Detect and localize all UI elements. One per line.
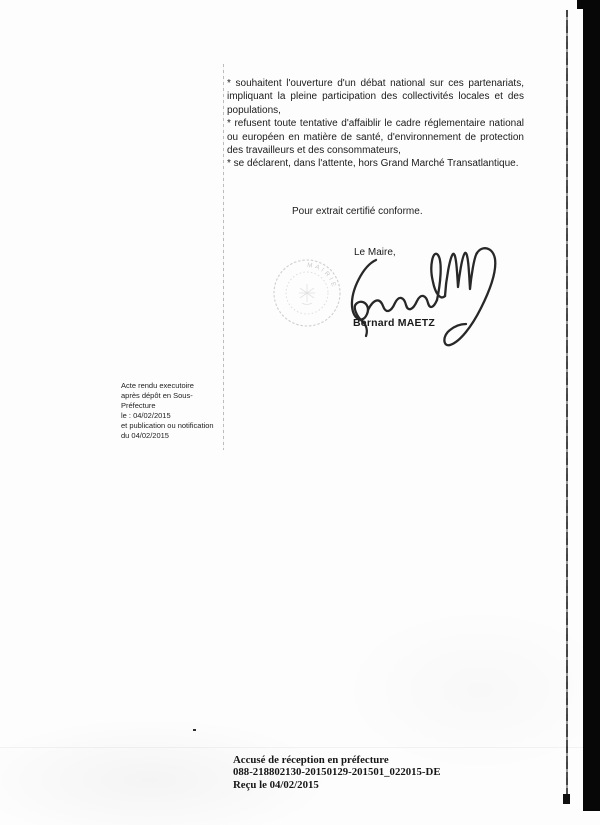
resolution-item: * se déclarent, dans l'attente, hors Grand Marché Transatlantique. — [227, 158, 519, 170]
margin-note-line: après dépôt en Sous- — [121, 390, 193, 400]
signer-name: Bernard MAETZ — [353, 317, 435, 329]
footer-line: Reçu le 04/02/2015 — [233, 778, 319, 791]
margin-note-line: et publication ou notification — [121, 420, 214, 430]
resolution-item: * refusent toute tentative d'affaiblir le cadre réglementaire national ou européen en matière de santé, d'environnement de protection des travailleurs et des consommateurs, — [227, 118, 524, 157]
resolution-text-block — [227, 77, 524, 171]
executory-margin-note — [121, 381, 214, 440]
scan-speck — [193, 729, 196, 731]
footer-line: Accusé de réception en préfecture — [233, 754, 389, 766]
footer-line: 088-218802130-20150129-201501_022015-DE — [233, 766, 441, 779]
certification-line: Pour extrait certifié conforme. — [292, 206, 423, 217]
margin-note-line: le : 04/02/2015 — [121, 410, 171, 420]
signature-image — [330, 244, 515, 354]
stamp-text: MAIRIE — [306, 261, 338, 290]
paper-edge-line-end — [563, 794, 570, 804]
scan-streak — [0, 747, 583, 748]
prefecture-receipt-footer — [233, 754, 441, 791]
paper-fold-line — [223, 64, 224, 450]
margin-note-line: Préfecture — [121, 400, 156, 410]
scan-black-band — [583, 0, 600, 811]
signer-title: Le Maire, — [354, 247, 396, 258]
margin-note-line: du 04/02/2015 — [121, 430, 169, 440]
stamp-emblem — [299, 284, 315, 305]
paper-edge-line — [566, 10, 568, 800]
resolution-item: * souhaitent l'ouverture d'un débat national sur ces partenariats, impliquant la pleine participation des collectivités locales et des populations, — [227, 78, 524, 116]
margin-note-line: Acte rendu executoire — [121, 381, 194, 390]
scan-black-band-step — [577, 0, 584, 9]
